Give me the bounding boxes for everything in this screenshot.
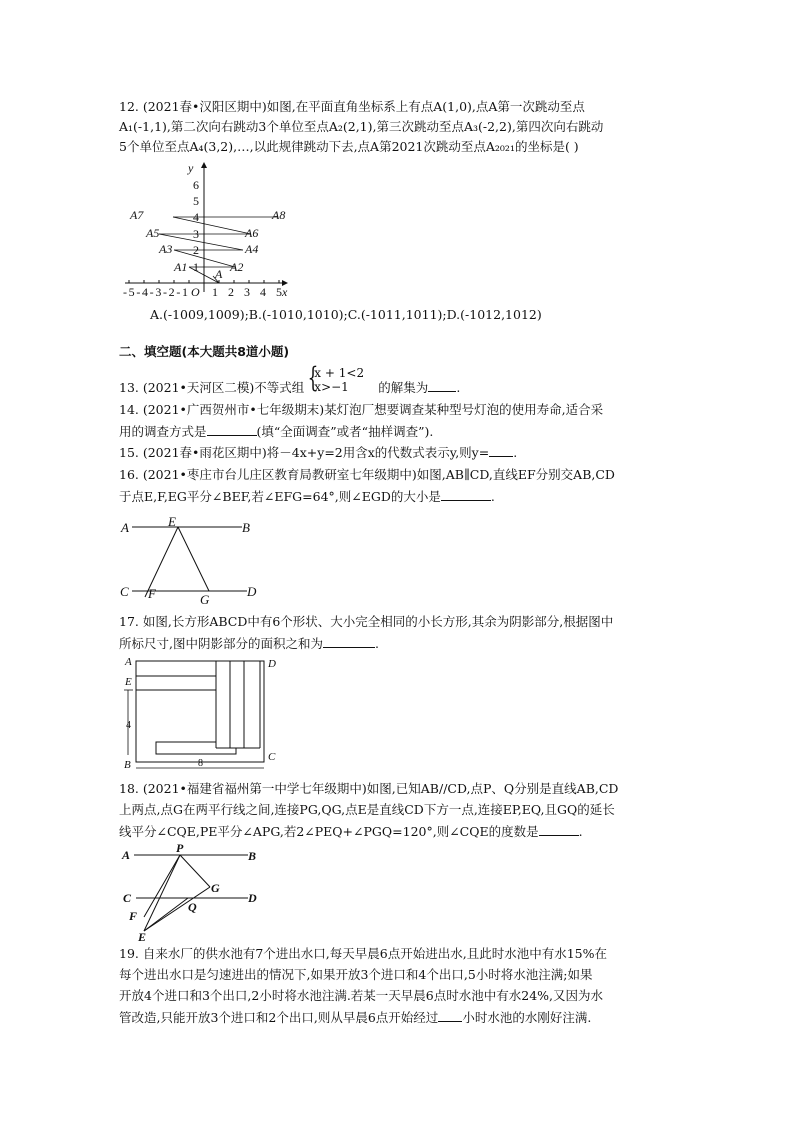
q13-line [119, 361, 461, 396]
q17-line1: 17. 如图,长方形ABCD中有6个形状、大小完全相同的小长方形,其余为阴影部分,根据图中 [119, 614, 614, 629]
q12-line1: 12. (2021春•汉阳区期中)如图,在平面直角坐标系上有点A(1,0),点A第一次跳动至点 [119, 99, 585, 114]
q17-l2b: . [374, 636, 379, 651]
q18-angle-figure [118, 841, 268, 944]
point-a7: A7 [130, 208, 144, 222]
axis-y-label: y [188, 161, 194, 175]
q19-line2: 每个进出水口是匀速进出的情况下,如果开放3个进口和4个出口,5小时将水池注满;如果 [119, 967, 593, 982]
q19-l4a: 管改造,只能开放3个进口和2个出口,则从早晨6点开始经过 [119, 1010, 439, 1025]
label-c: C [120, 584, 129, 599]
q18-line1: 18. (2021•福建省福州第一中学七年级期中)如图,已知AB//CD,点P、Q分别是直线AB,CD [119, 781, 619, 796]
point-a6: A6 [245, 226, 259, 240]
inequality-2: x>−1 [314, 380, 349, 394]
label-g: G [211, 881, 220, 895]
q16-l2b: . [490, 489, 495, 504]
q14-l2a: 用的调查方式是 [119, 424, 207, 439]
dimension-4: 4 [126, 720, 131, 731]
q12-options: A.(-1009,1009);B.(-1010,1010);C.(-1011,1011);D.(-1012,1012) [150, 307, 542, 322]
xticks-negative: -5-4-3-2-1 [123, 285, 188, 299]
label-e: E [138, 930, 147, 944]
xticks-positive: 1 2 3 4 5 [212, 285, 282, 299]
q15-line [119, 444, 517, 461]
q13-system [304, 361, 378, 394]
label-c: C [268, 751, 276, 763]
label-a: A [121, 520, 129, 535]
label-d: D [268, 658, 276, 670]
label-e: E [168, 514, 176, 529]
label-b: B [248, 849, 257, 863]
label-d: D [248, 891, 257, 905]
point-a1: A1 [174, 260, 188, 274]
section-heading: 二、填空题(本大题共8道小题) [119, 344, 290, 359]
q13-post: 的解集为 [378, 380, 429, 395]
ytick-3: 3 [193, 227, 199, 241]
inequality-1: x + 1<2 [314, 366, 365, 380]
q16-parallel-lines-figure [118, 514, 268, 607]
q13-end: . [456, 380, 461, 395]
q14-l2b: (填“全面调查”或者“抽样调查”). [256, 424, 434, 439]
q18-l3a: 线平分∠CQE,PE平分∠APG,若2∠PEQ+∠PGQ=120°,则∠CQE的度数是 [119, 824, 539, 839]
label-q: Q [188, 900, 197, 914]
label-a: A [125, 656, 132, 668]
ytick-4: 4 [193, 210, 199, 224]
origin-label: O [191, 285, 200, 299]
label-f: F [148, 586, 156, 601]
ytick-2: 2 [193, 243, 199, 257]
q14-blank[interactable] [207, 423, 257, 436]
point-a: A [215, 267, 223, 281]
q19-blank[interactable] [438, 1009, 462, 1022]
q13-blank[interactable] [428, 379, 456, 392]
q15-end: . [513, 445, 518, 460]
q12-line3: 5个单位至点A₄(3,2),…,以此规律跳动下去,点A第2021次跳动至点A₂₀₂₁的坐标是( ) [119, 139, 579, 154]
q14-line1: 14. (2021•广西贺州市•七年级期末)某灯泡厂想要调查某种型号灯泡的使用寿命,适合采 [119, 402, 604, 417]
ytick-6: 6 [193, 178, 199, 192]
q15-pre: 15. (2021春•雨花区期中)将－4x+y=2用含x的代数式表示y,则y= [119, 445, 490, 460]
q18-line2: 上两点,点G在两平行线之间,连接PG,QG,点E是直线CD下方一点,连接EP,EQ,且GQ的延长 [119, 802, 615, 817]
axis-x-label: x [282, 285, 288, 299]
dimension-8: 8 [198, 758, 203, 769]
q12-coordinate-figure [115, 160, 315, 300]
point-a3: A3 [159, 242, 173, 256]
point-a8: A8 [272, 208, 286, 222]
q19-l4b: 小时水池的水刚好注满. [462, 1010, 592, 1025]
segment-eg [178, 527, 209, 591]
label-p: P [176, 841, 184, 855]
q16-l2a: 于点E,F,EG平分∠BEF,若∠EFG=64°,则∠EGD的大小是 [119, 489, 441, 504]
q17-rectangle-figure [120, 656, 280, 774]
q13-prefix: 13. (2021•天河区二模)不等式组 [119, 380, 305, 395]
brace: { [307, 361, 319, 394]
point-a5: A5 [146, 226, 160, 240]
label-b: B [124, 759, 131, 771]
label-c: C [123, 891, 132, 905]
q19-line3: 开放4个进口和3个出口,2小时将水池注满.若某一天早晨6点时水池中有水24%,又因为水 [119, 988, 604, 1003]
ytick-1: 1 [193, 260, 199, 274]
point-a2: A2 [230, 260, 244, 274]
q17-line2 [119, 635, 379, 652]
q18-line3 [119, 823, 583, 840]
label-e: E [125, 676, 132, 688]
q17-blank[interactable] [323, 635, 375, 648]
q18-l3b: . [578, 824, 583, 839]
q16-blank[interactable] [441, 488, 491, 501]
q18-blank[interactable] [539, 823, 579, 836]
q12-line2: A₁(-1,1),第二次向右跳动3个单位至点A₂(2,1),第三次跳动至点A₃(-2,2),第四次向右跳动 [119, 119, 604, 134]
label-b: B [242, 520, 250, 535]
point-a4: A4 [245, 242, 259, 256]
ytick-5: 5 [193, 194, 199, 208]
label-g: G [200, 592, 210, 607]
q15-blank[interactable] [489, 444, 513, 457]
q14-line2 [119, 423, 433, 440]
label-a: A [122, 848, 131, 862]
q16-line1: 16. (2021•枣庄市台儿庄区教育局教研室七年级期中)如图,AB∥CD,直线EF分别交AB,CD [119, 467, 615, 482]
q16-line2 [119, 488, 495, 505]
q17-l2a: 所标尺寸,图中阴影部分的面积之和为 [119, 636, 323, 651]
label-f: F [129, 909, 138, 923]
q19-line4 [119, 1009, 591, 1026]
q19-line1: 19. 自来水厂的供水池有7个进出水口,每天早晨6点开始进出水,且此时水池中有水15%在 [119, 946, 607, 961]
label-d: D [247, 584, 257, 599]
